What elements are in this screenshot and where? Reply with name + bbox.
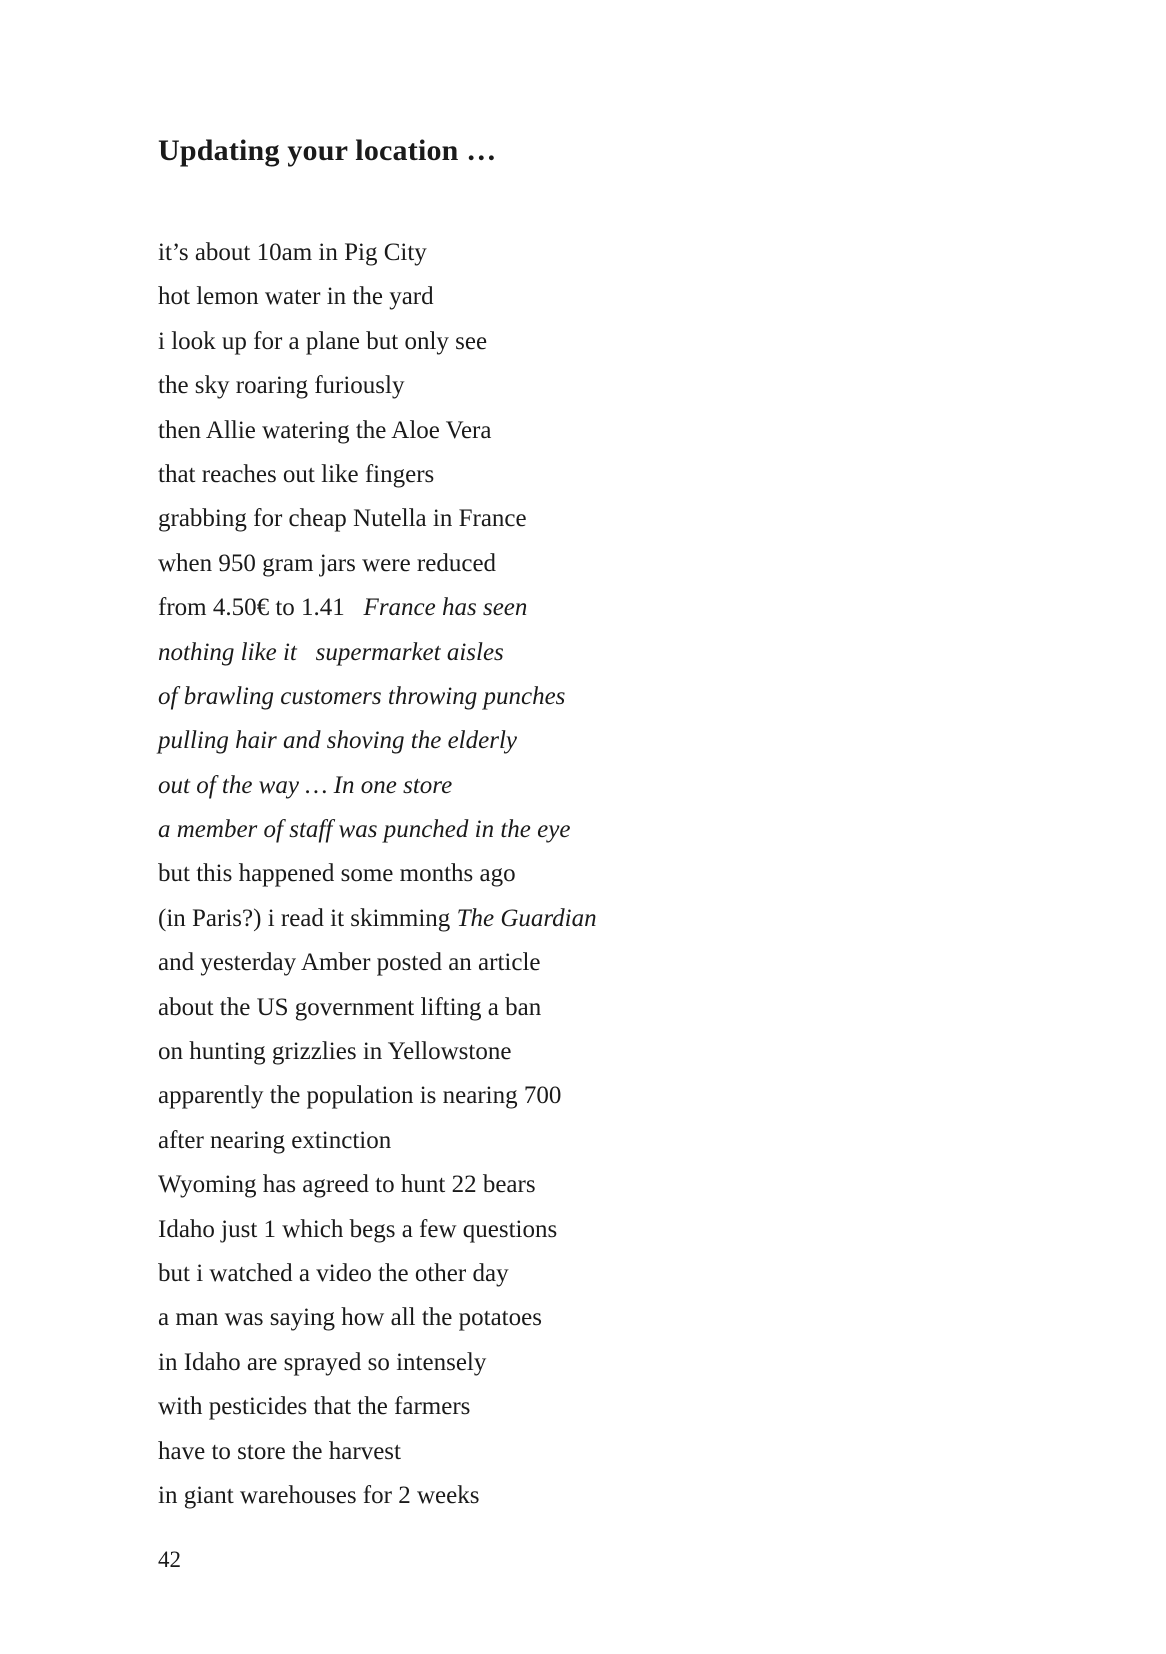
poem-line-text: about the US government lifting a ban bbox=[158, 993, 542, 1021]
poem-line-text: i look up for a plane but only see bbox=[158, 327, 488, 355]
poem-line bbox=[158, 764, 597, 808]
poem-line-text: have to store the harvest bbox=[158, 1437, 401, 1465]
poem-line-text: (in Paris?) i read it skimming bbox=[158, 904, 457, 932]
poem-line-italic-text: out of the way … In one store bbox=[158, 771, 453, 799]
poem-line-text: from 4.50€ to 1.41 bbox=[158, 594, 364, 622]
poem-line-text: apparently the population is nearing 700 bbox=[158, 1082, 562, 1110]
poem-line bbox=[158, 497, 597, 541]
poem-line bbox=[158, 808, 597, 852]
poem-line bbox=[158, 1030, 597, 1074]
poem-line-italic-text: The Guardian bbox=[456, 904, 597, 932]
poem-line bbox=[158, 941, 597, 985]
poem-line-text: grabbing for cheap Nutella in France bbox=[158, 505, 527, 533]
poem-line bbox=[158, 1119, 597, 1163]
poem-line bbox=[158, 409, 597, 453]
poem-line bbox=[158, 364, 597, 408]
poem-line-text: a man was saying how all the potatoes bbox=[158, 1304, 542, 1332]
poem-line bbox=[158, 1341, 597, 1385]
poem-line-text: after nearing extinction bbox=[158, 1126, 392, 1154]
poem-line-text: but this happened some months ago bbox=[158, 860, 516, 888]
poem-line-text: the sky roaring furiously bbox=[158, 372, 405, 400]
poem-line bbox=[158, 1208, 597, 1252]
poem-line bbox=[158, 1163, 597, 1207]
poem-line bbox=[158, 852, 597, 896]
poem-line bbox=[158, 719, 597, 763]
poem-line-text: hot lemon water in the yard bbox=[158, 283, 434, 311]
poem-line-text: then Allie watering the Aloe Vera bbox=[158, 416, 492, 444]
poem-line bbox=[158, 586, 597, 630]
poem-body bbox=[158, 231, 597, 1518]
poem-line-italic-text: France has seen bbox=[363, 594, 528, 622]
poem-line-text: Wyoming has agreed to hunt 22 bears bbox=[158, 1171, 536, 1199]
poem-line-italic-text: a member of staff was punched in the eye bbox=[158, 816, 571, 844]
poem-line bbox=[158, 275, 597, 319]
page-number: 42 bbox=[158, 1547, 181, 1572]
poem-line-text: it’s about 10am in Pig City bbox=[158, 239, 427, 266]
poem-line bbox=[158, 1474, 597, 1518]
poem-line bbox=[158, 453, 597, 497]
poem-line-text: when 950 gram jars were reduced bbox=[158, 549, 497, 577]
poem-line bbox=[158, 675, 597, 719]
poem-line bbox=[158, 1385, 597, 1429]
poem-line-text: but i watched a video the other day bbox=[158, 1259, 509, 1287]
poem-line bbox=[158, 231, 597, 275]
poem-line bbox=[158, 1430, 597, 1474]
poem-line-italic-text: of brawling customers throwing punches bbox=[158, 682, 566, 710]
poem-line bbox=[158, 897, 597, 941]
poem-line bbox=[158, 986, 597, 1030]
poem-line bbox=[158, 631, 597, 675]
poem-line bbox=[158, 320, 597, 364]
poem-line-text: in giant warehouses for 2 weeks bbox=[158, 1481, 480, 1509]
poem-line bbox=[158, 1296, 597, 1340]
poem-line-text: with pesticides that the farmers bbox=[158, 1393, 471, 1421]
poem-line-text: on hunting grizzlies in Yellowstone bbox=[158, 1038, 512, 1066]
poem-title: Updating your location … bbox=[158, 134, 497, 167]
poem-line-text: in Idaho are sprayed so intensely bbox=[158, 1348, 487, 1376]
poem-line-italic-text: pulling hair and shoving the elderly bbox=[158, 727, 517, 755]
poem-line-text: and yesterday Amber posted an article bbox=[158, 949, 541, 977]
poem-line bbox=[158, 542, 597, 586]
poem-line-text: that reaches out like fingers bbox=[158, 460, 435, 488]
poem-line bbox=[158, 1074, 597, 1118]
poem-line-italic-text: nothing like it supermarket aisles bbox=[158, 638, 504, 666]
poem-line bbox=[158, 1252, 597, 1296]
poem-line-text: Idaho just 1 which begs a few questions bbox=[158, 1215, 558, 1243]
